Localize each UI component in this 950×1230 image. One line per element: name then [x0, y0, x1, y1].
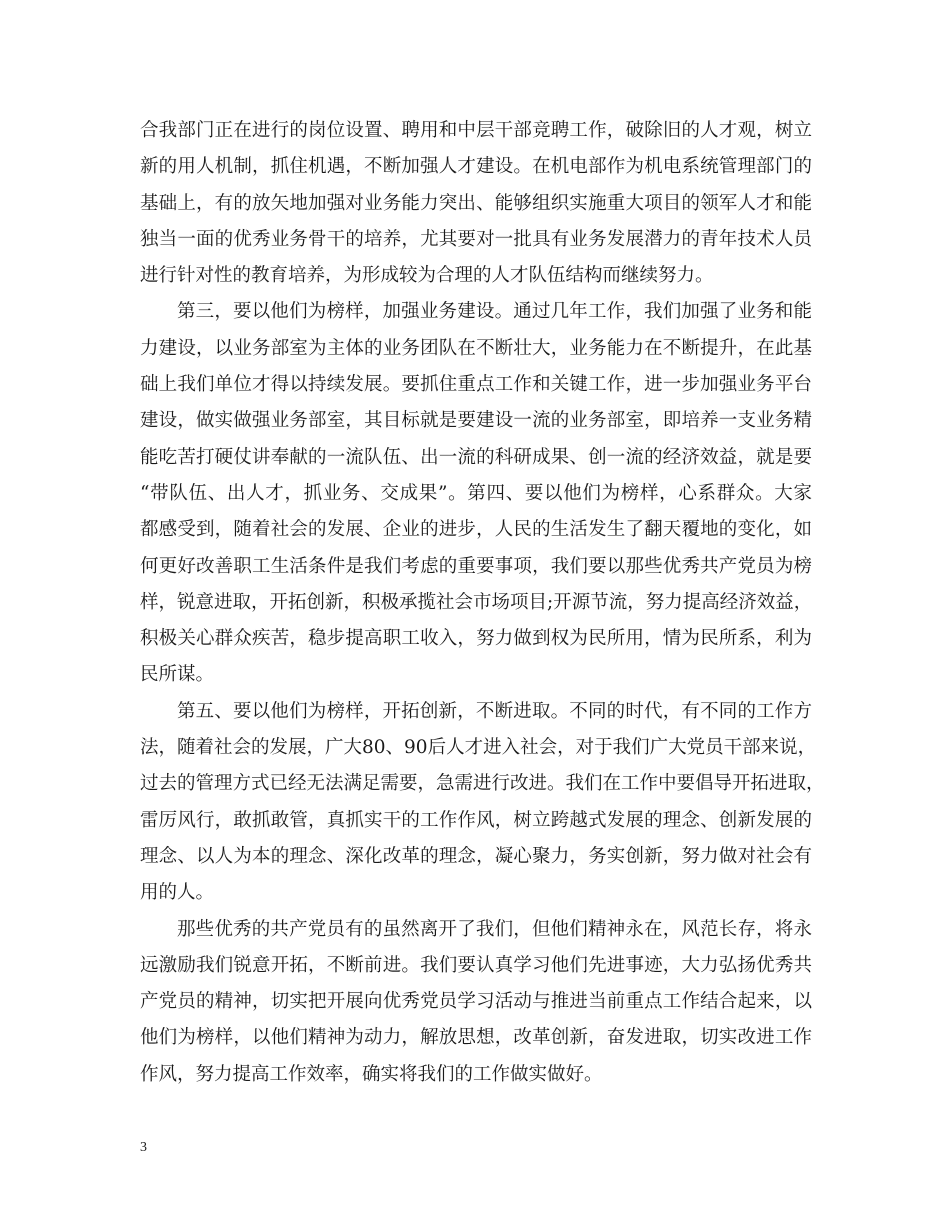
text-line: 第三，要以他们为榜样，加强业务建设。通过几年工作，我们加强了业务和能	[177, 301, 812, 323]
text-line: 能吃苦打硬仗讲奉献的一流队伍、出一流的科研成果、创一流的经济效益，就是要	[140, 446, 812, 468]
text-line: 雷厉风行，敢抓敢管，真抓实干的工作作风，树立跨越式发展的理念、创新发展的	[140, 809, 812, 831]
paragraph-4	[140, 912, 812, 1093]
text-line: “带队伍、出人才，抓业务、交成果”。第四、要以他们为榜样，心系群众。大家	[140, 482, 812, 504]
text-line: 都感受到，随着社会的发展、企业的进步，人民的生活发生了翻天覆地的变化，如	[140, 519, 812, 541]
text-line: 理念、以人为本的理念、深化改革的理念，凝心聚力，务实创新，努力做对社会有	[140, 845, 812, 867]
paragraph-3	[140, 694, 825, 912]
paragraph-2	[140, 294, 812, 693]
page-number: 3	[140, 1140, 147, 1155]
text-line: 进行针对性的教育培养，为形成较为合理的人才队伍结构而继续努力。	[140, 265, 714, 287]
text-line: 积极关心群众疾苦，稳步提高职工收入，努力做到权为民所用，情为民所系，利为	[140, 628, 812, 650]
text-line: 用的人。	[140, 882, 215, 904]
document-body	[140, 113, 825, 1093]
text-line: 法，随着社会的发展，广大80、90后人才进入社会，对于我们广大党员干部来说，	[140, 737, 817, 759]
text-line: 新的用人机制，抓住机遇，不断加强人才建设。在机电部作为机电系统管理部门的	[140, 156, 812, 178]
text-line: 建设，做实做强业务部室，其目标就是要建设一流的业务部室，即培养一支业务精	[140, 410, 812, 432]
text-line: 第五、要以他们为榜样，开拓创新，不断进取。不同的时代，有不同的工作方	[177, 700, 812, 722]
text-line: 民所谋。	[140, 664, 215, 686]
paragraph-1	[140, 113, 812, 294]
text-line: 他们为榜样，以他们精神为动力，解放思想，改革创新，奋发进取，切实改进工作	[140, 1027, 812, 1049]
text-line: 那些优秀的共产党员有的虽然离开了我们，但他们精神永在，风范长存，将永	[177, 918, 812, 940]
text-line: 远激励我们锐意开拓，不断前进。我们要认真学习他们先进事迹，大力弘扬优秀共	[140, 954, 812, 976]
text-line: 力建设，以业务部室为主体的业务团队在不断壮大，业务能力在不断提升，在此基	[140, 337, 812, 359]
text-line: 过去的管理方式已经无法满足需要，急需进行改进。我们在工作中要倡导开拓进取，	[140, 773, 825, 795]
text-line: 独当一面的优秀业务骨干的培养，尤其要对一批具有业务发展潜力的青年技术人员	[140, 228, 812, 250]
text-line: 样，锐意进取，开拓创新，积极承揽社会市场项目;开源节流，努力提高经济效益，	[140, 591, 813, 613]
text-line: 基础上，有的放矢地加强对业务能力突出、能够组织实施重大项目的领军人才和能	[140, 192, 812, 214]
text-line: 何更好改善职工生活条件是我们考虑的重要事项，我们要以那些优秀共产党员为榜	[140, 555, 812, 577]
text-line: 作风，努力提高工作效率，确实将我们的工作做实做好。	[140, 1063, 603, 1085]
text-line: 产党员的精神，切实把开展向优秀党员学习活动与推进当前重点工作结合起来，以	[140, 991, 812, 1013]
text-line: 合我部门正在进行的岗位设置、聘用和中层干部竞聘工作，破除旧的人才观，树立	[140, 120, 812, 141]
text-line: 础上我们单位才得以持续发展。要抓住重点工作和关键工作，进一步加强业务平台	[140, 374, 812, 396]
